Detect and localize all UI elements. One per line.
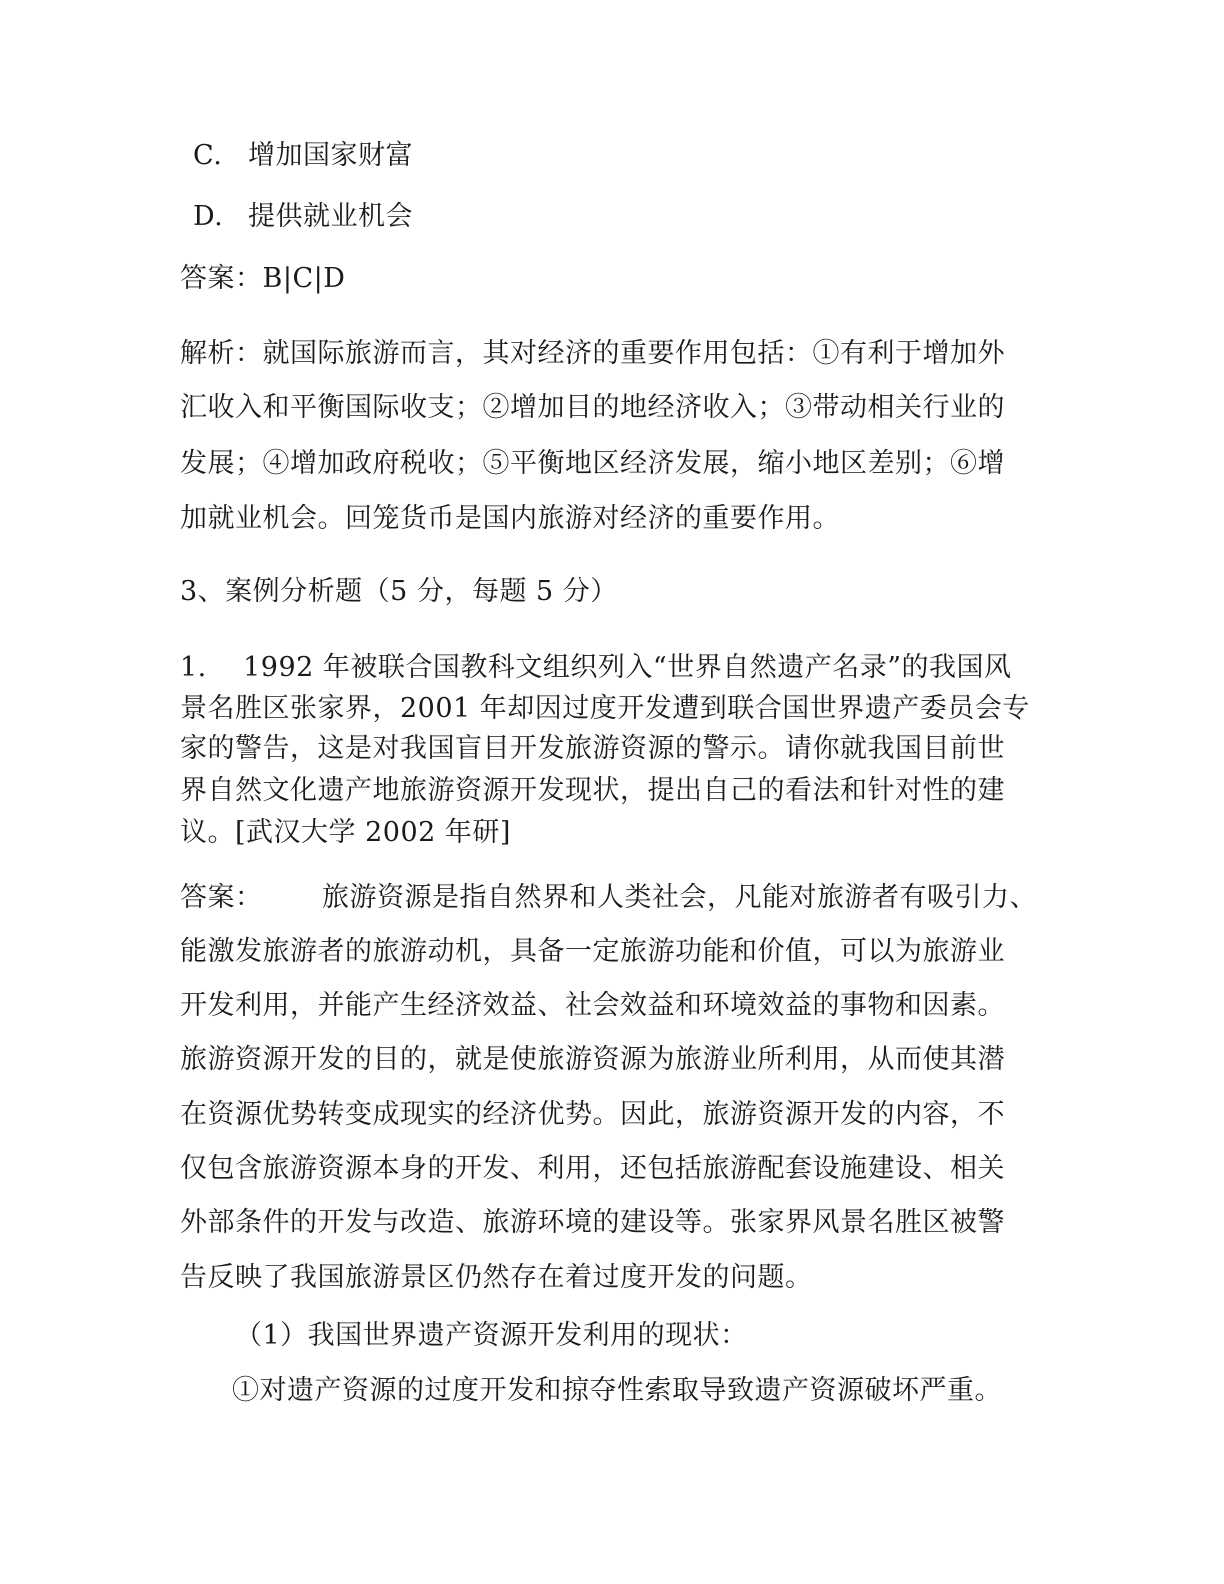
section-heading: 3、案例分析题（5 分，每题 5 分） bbox=[180, 576, 618, 607]
option-c-text: 增加国家财富 bbox=[248, 140, 413, 171]
subheading: （1）我国世界遗产资源开发利用的现状： bbox=[235, 1320, 748, 1351]
answer-paragraph-line: 开发利用，并能产生经济效益、社会效益和环境效益的事物和因素。 bbox=[180, 990, 1005, 1021]
option-d-label: D. bbox=[193, 201, 224, 232]
explanation-line: 加就业机会。回笼货币是国内旅游对经济的重要作用。 bbox=[180, 503, 840, 534]
answer-paragraph-line: 旅游资源是指自然界和人类社会，凡能对旅游者有吸引力、 bbox=[322, 882, 1037, 913]
question-line: 家的警告，这是对我国盲目开发旅游资源的警示。请你就我国目前世 bbox=[180, 733, 1005, 764]
answer-line: 答案：B|C|D bbox=[180, 263, 346, 294]
answer-paragraph-line: 外部条件的开发与改造、旅游环境的建设等。张家界风景名胜区被警 bbox=[180, 1207, 1005, 1238]
answer-paragraph-line: 仅包含旅游资源本身的开发、利用，还包括旅游配套设施建设、相关 bbox=[180, 1153, 1005, 1184]
explanation-line: 汇收入和平衡国际收支；②增加目的地经济收入；③带动相关行业的 bbox=[180, 392, 1005, 423]
explanation-line: 发展；④增加政府税收；⑤平衡地区经济发展，缩小地区差别；⑥增 bbox=[180, 448, 1005, 479]
answer-paragraph-line: 能激发旅游者的旅游动机，具备一定旅游功能和价值，可以为旅游业 bbox=[180, 936, 1005, 967]
answer-paragraph-line: 在资源优势转变成现实的经济优势。因此，旅游资源开发的内容，不 bbox=[180, 1099, 1005, 1130]
answer-paragraph-line: 告反映了我国旅游景区仍然存在着过度开发的问题。 bbox=[180, 1262, 813, 1293]
question-line: 景名胜区张家界，2001 年却因过度开发遭到联合国世界遗产委员会专 bbox=[180, 693, 1030, 724]
answer-paragraph-line: 旅游资源开发的目的，就是使旅游资源为旅游业所利用，从而使其潜 bbox=[180, 1044, 1005, 1075]
answer-label: 答案： bbox=[180, 882, 263, 913]
question-line: 界自然文化遗产地旅游资源开发现状，提出自己的看法和针对性的建 bbox=[180, 775, 1005, 806]
option-c-label: C. bbox=[193, 140, 223, 171]
explanation-line: 解析：就国际旅游而言，其对经济的重要作用包括：①有利于增加外 bbox=[180, 338, 1005, 369]
point-item: ①对遗产资源的过度开发和掠夺性索取导致遗产资源破坏严重。 bbox=[232, 1375, 1002, 1406]
question-line: 1. 1992 年被联合国教科文组织列入“世界自然遗产名录”的我国风 bbox=[180, 652, 1012, 683]
question-line: 议。[武汉大学 2002 年研] bbox=[180, 817, 511, 848]
option-d-text: 提供就业机会 bbox=[248, 201, 413, 232]
